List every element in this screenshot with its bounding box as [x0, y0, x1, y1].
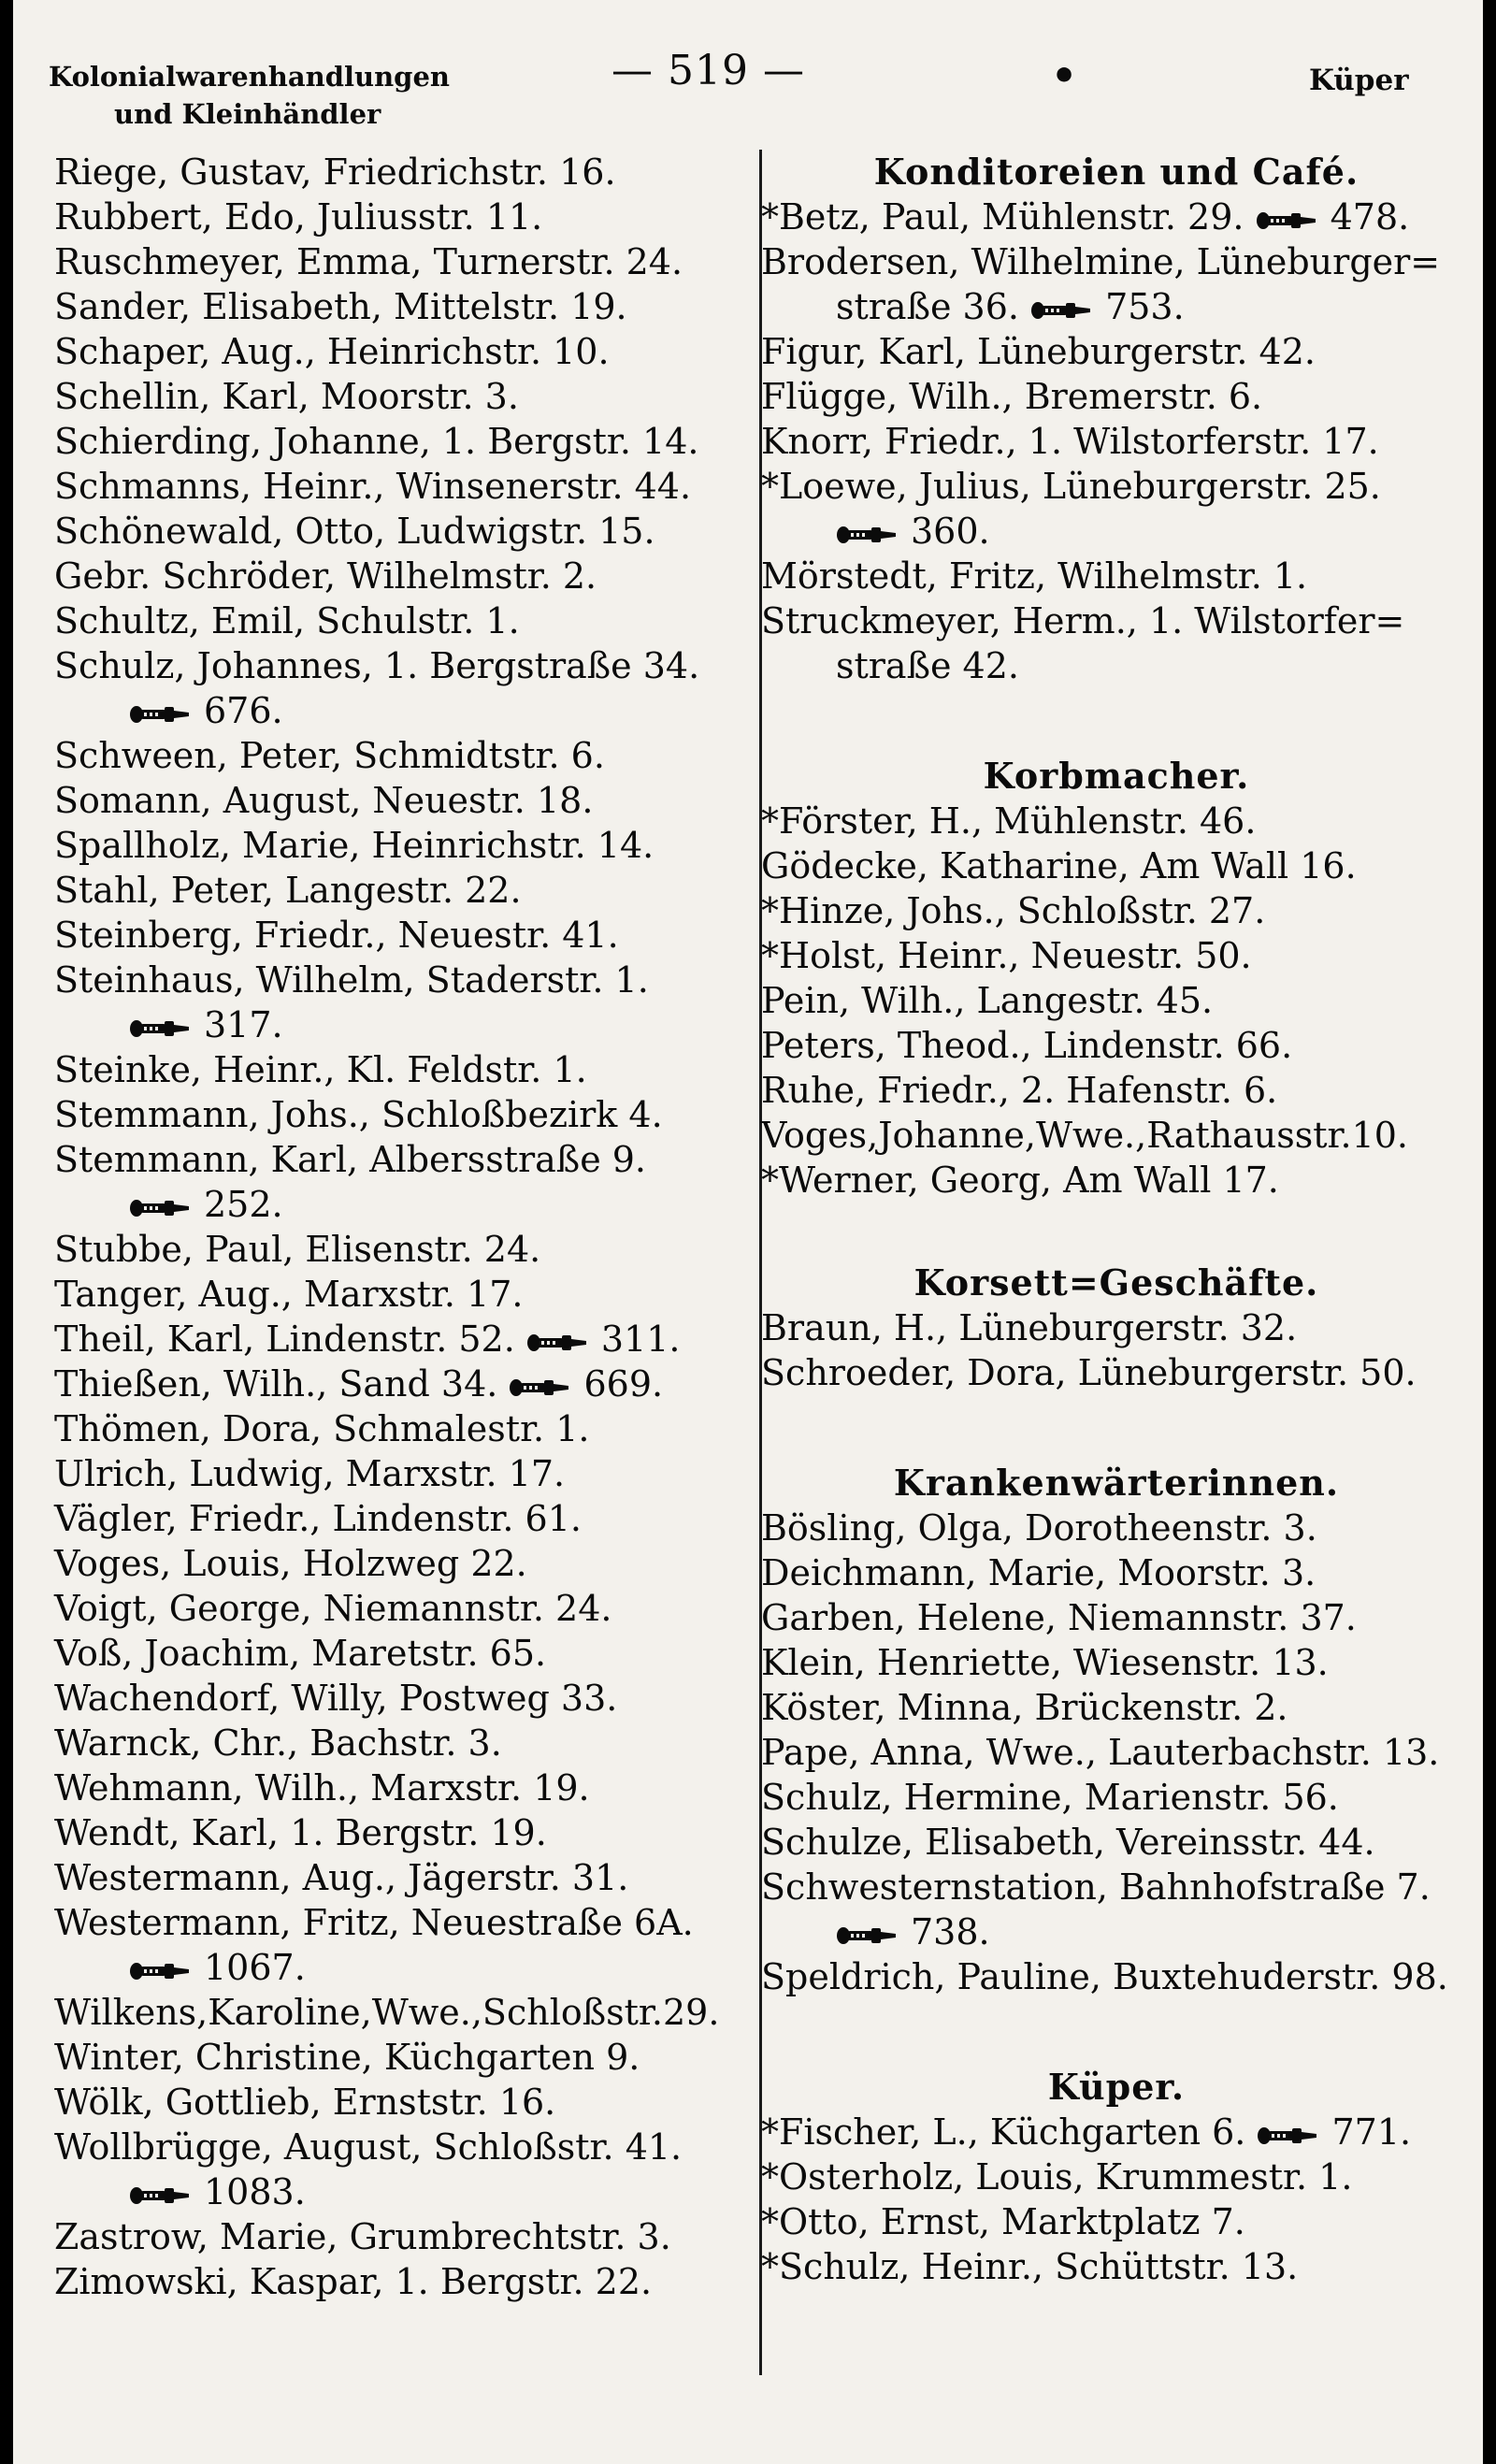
entry-text: Steinberg, Friedr., Neuestr. 41.	[54, 915, 619, 956]
entry-text: *Schulz, Heinr., Schüttstr. 13.	[761, 2246, 1299, 2287]
telephone-hand-icon	[1030, 300, 1092, 321]
directory-entry	[761, 1865, 1472, 1909]
entry-text: Ruschmeyer, Emma, Turnerstr. 24.	[54, 241, 683, 282]
directory-entry	[54, 1047, 755, 1092]
entry-text: Brodersen, Wilhelmine, Lüneburger=	[761, 241, 1441, 282]
directory-entry	[761, 464, 1472, 509]
telephone-hand-icon	[129, 1961, 191, 1981]
entry-text: Schwesternstation, Bahnhofstraße 7.	[761, 1866, 1431, 1908]
directory-entry	[761, 1113, 1472, 1158]
directory-entry	[54, 284, 755, 329]
entry-text: Schönewald, Otto, Ludwigstr. 15.	[54, 511, 655, 552]
left-column	[54, 150, 755, 2304]
directory-entry	[761, 195, 1472, 239]
entry-text: Zimowski, Kaspar, 1. Bergstr. 22.	[54, 2261, 653, 2302]
entry-text: Ruhe, Friedr., 2. Hafenstr. 6.	[761, 1070, 1278, 1111]
directory-entry	[761, 1550, 1472, 1595]
running-head-left	[49, 58, 450, 133]
telephone-hand-icon	[129, 2185, 191, 2206]
directory-entry	[761, 1685, 1472, 1730]
entry-text: *Fischer, L., Küchgarten 6.	[761, 2111, 1246, 2153]
directory-entry	[761, 1730, 1472, 1775]
directory-entry	[54, 1496, 755, 1541]
entry-text: Knorr, Friedr., 1. Wilstorferstr. 17.	[761, 421, 1379, 462]
entry-continuation	[54, 1945, 755, 1990]
telephone-hand-icon	[129, 1198, 191, 1218]
phone-number: 753.	[1105, 286, 1185, 327]
directory-entry	[54, 1272, 755, 1317]
entry-continuation	[761, 284, 1472, 329]
entry-text: *Betz, Paul, Mühlenstr. 29.	[761, 196, 1244, 238]
directory-entry	[761, 1640, 1472, 1685]
entry-text: Pein, Wilh., Langestr. 45.	[761, 980, 1214, 1021]
entry-text: Voß, Joachim, Maretstr. 65.	[54, 1633, 547, 1674]
entry-text: Schierding, Johanne, 1. Bergstr. 14.	[54, 421, 699, 462]
entry-text: Flügge, Wilh., Bremerstr. 6.	[761, 376, 1263, 417]
entry-text: Somann, August, Neuestr. 18.	[54, 780, 594, 821]
directory-entry	[761, 1350, 1472, 1395]
directory-entry	[761, 329, 1472, 374]
section-spacer	[761, 1203, 1472, 1261]
entry-text: Tanger, Aug., Marxstr. 17.	[54, 1274, 524, 1315]
directory-entry	[54, 1227, 755, 1272]
entry-text: Thömen, Dora, Schmalestr. 1.	[54, 1408, 590, 1449]
entry-text: Schellin, Karl, Moorstr. 3.	[54, 376, 519, 417]
directory-entry	[54, 1855, 755, 1900]
phone-number: 669.	[583, 1363, 664, 1405]
entry-text: Wachendorf, Willy, Postweg 33.	[54, 1678, 618, 1719]
directory-entry	[761, 1158, 1472, 1203]
directory-entry	[761, 598, 1472, 643]
directory-entry	[54, 195, 755, 239]
entry-text: Peters, Theod., Lindenstr. 66.	[761, 1025, 1293, 1066]
entry-text: Schultz, Emil, Schulstr. 1.	[54, 600, 520, 641]
directory-entry	[54, 913, 755, 958]
telephone-hand-icon	[129, 704, 191, 725]
entry-text: Stubbe, Paul, Elisenstr. 24.	[54, 1229, 541, 1270]
directory-entry	[761, 1506, 1472, 1550]
phone-number: 738.	[911, 1911, 990, 1952]
entry-text: Thießen, Wilh., Sand 34.	[54, 1363, 498, 1405]
section-title: Küper.	[1047, 2066, 1186, 2108]
ornament-dot: •	[1051, 52, 1078, 100]
directory-entry	[54, 1721, 755, 1765]
directory-entry	[761, 933, 1472, 978]
entry-text: *Werner, Georg, Am Wall 17.	[761, 1160, 1279, 1201]
directory-entry	[54, 1765, 755, 1810]
phone-number: 311.	[600, 1318, 681, 1360]
section-spacer	[761, 688, 1472, 754]
directory-entry	[761, 419, 1472, 464]
entry-text: *Förster, H., Mühlenstr. 46.	[761, 800, 1257, 842]
entry-text: Rubbert, Edo, Juliusstr. 11.	[54, 196, 543, 238]
entry-text: Klein, Henriette, Wiesenstr. 13.	[761, 1642, 1329, 1683]
phone-number: 771.	[1331, 2111, 1412, 2153]
entry-text: Wilkens,Karoline,Wwe.,Schloßstr.29.	[54, 1992, 720, 2033]
entry-text: Köster, Minna, Brückenstr. 2.	[761, 1687, 1288, 1728]
phone-number: 252.	[204, 1184, 283, 1225]
directory-entry	[54, 733, 755, 778]
phone-number: 317.	[204, 1004, 283, 1045]
directory-entry	[761, 1305, 1472, 1350]
entry-text: Westermann, Aug., Jägerstr. 31.	[54, 1857, 629, 1898]
telephone-hand-icon	[836, 1925, 898, 1946]
directory-entry	[54, 2125, 755, 2169]
entry-text: Schaper, Aug., Heinrichstr. 10.	[54, 331, 610, 372]
section-title: Konditoreien und Café.	[873, 151, 1359, 193]
entry-text: Riege, Gustav, Friedrichstr. 16.	[54, 151, 616, 193]
entry-text: Steinhaus, Wilhelm, Staderstr. 1.	[54, 959, 649, 1001]
entry-continuation	[54, 1182, 755, 1227]
section-spacer	[761, 1999, 1472, 2065]
entry-text: Gödecke, Katharine, Am Wall 16.	[761, 845, 1357, 886]
entry-text: Deichmann, Marie, Moorstr. 3.	[761, 1552, 1316, 1593]
entry-text: Westermann, Fritz, Neuestraße 6A.	[54, 1902, 694, 1943]
directory-entry	[54, 868, 755, 913]
directory-entry	[761, 374, 1472, 419]
entry-text: Wollbrügge, August, Schloßstr. 41.	[54, 2126, 683, 2168]
entry-text: Wölk, Gottlieb, Ernststr. 16.	[54, 2082, 556, 2123]
phone-number: 1083.	[204, 2171, 306, 2212]
directory-entry	[54, 374, 755, 419]
entry-continuation	[54, 1002, 755, 1047]
entry-text: Stemmann, Karl, Albersstraße 9.	[54, 1139, 647, 1180]
running-head-line2: und Kleinhändler	[114, 98, 381, 130]
directory-entry	[761, 843, 1472, 888]
phone-number: 1067.	[204, 1947, 306, 1988]
directory-entry	[54, 1631, 755, 1676]
directory-entry	[54, 2035, 755, 2080]
directory-entry	[54, 1810, 755, 1855]
telephone-hand-icon	[836, 525, 898, 545]
page-header	[13, 0, 1483, 150]
section-spacer	[761, 1395, 1472, 1461]
entry-text: Voges, Louis, Holzweg 22.	[54, 1543, 527, 1584]
page-number: — 519 —	[611, 47, 805, 94]
directory-entry	[54, 419, 755, 464]
entry-text: Schulz, Hermine, Marienstr. 56.	[761, 1777, 1339, 1818]
entry-text: Vägler, Friedr., Lindenstr. 61.	[54, 1498, 582, 1539]
directory-entry	[761, 1068, 1472, 1113]
entry-text: straße 42.	[836, 645, 1019, 686]
directory-entry	[761, 1954, 1472, 1999]
entry-text: Wendt, Karl, 1. Bergstr. 19.	[54, 1812, 547, 1853]
running-head-right: Küper	[1309, 64, 1409, 97]
entry-text: Warnck, Chr., Bachstr. 3.	[54, 1722, 502, 1764]
entry-text: Spallholz, Marie, Heinrichstr. 14.	[54, 825, 654, 866]
directory-entry	[54, 1541, 755, 1586]
directory-entry	[54, 1362, 755, 1406]
telephone-hand-icon	[1257, 2125, 1318, 2146]
entry-text: *Osterholz, Louis, Krummestr. 1.	[761, 2156, 1353, 2197]
entry-text: Ulrich, Ludwig, Marxstr. 17.	[54, 1453, 566, 1494]
entry-continuation	[54, 2169, 755, 2214]
directory-entry	[761, 2199, 1472, 2244]
directory-entry	[54, 1317, 755, 1362]
directory-entry	[761, 1820, 1472, 1865]
directory-entry	[761, 1595, 1472, 1640]
entry-text: Figur, Karl, Lüneburgerstr. 42.	[761, 331, 1316, 372]
telephone-hand-icon	[1256, 210, 1317, 231]
telephone-hand-icon	[526, 1333, 588, 1353]
directory-entry	[761, 2110, 1472, 2154]
directory-entry	[761, 1775, 1472, 1820]
directory-entry	[54, 778, 755, 823]
entry-text: Schween, Peter, Schmidtstr. 6.	[54, 735, 605, 776]
directory-entry	[54, 554, 755, 598]
running-head-line1: Kolonialwarenhandlungen	[49, 61, 450, 93]
entry-text: Bösling, Olga, Dorotheenstr. 3.	[761, 1507, 1317, 1549]
directory-entry	[761, 239, 1472, 284]
directory-entry	[54, 2214, 755, 2259]
entry-text: Schulze, Elisabeth, Vereinsstr. 44.	[761, 1822, 1375, 1863]
entry-text: Schmanns, Heinr., Winsenerstr. 44.	[54, 466, 692, 507]
entry-text: Struckmeyer, Herm., 1. Wilstorfer=	[761, 600, 1405, 641]
directory-entry	[761, 978, 1472, 1023]
directory-entry	[54, 643, 755, 688]
directory-entry	[761, 554, 1472, 598]
directory-entry	[54, 1990, 755, 2035]
entry-text: Voigt, George, Niemannstr. 24.	[54, 1588, 612, 1629]
phone-number: 478.	[1330, 196, 1410, 238]
entry-text: Braun, H., Lüneburgerstr. 32.	[761, 1307, 1298, 1348]
directory-entry	[761, 2154, 1472, 2199]
entry-text: Stemmann, Johs., Schloßbezirk 4.	[54, 1094, 663, 1135]
directory-entry	[54, 2259, 755, 2304]
telephone-hand-icon	[129, 1018, 191, 1039]
entry-text: Speldrich, Pauline, Buxtehuderstr. 98.	[761, 1956, 1448, 1997]
entry-text: Wehmann, Wilh., Marxstr. 19.	[54, 1767, 590, 1808]
entry-text: Garben, Helene, Niemannstr. 37.	[761, 1597, 1357, 1638]
entry-text: Steinke, Heinr., Kl. Feldstr. 1.	[54, 1049, 587, 1090]
entry-text: Gebr. Schröder, Wilhelmstr. 2.	[54, 555, 597, 597]
directory-entry	[54, 2080, 755, 2125]
directory-entry	[54, 1451, 755, 1496]
directory-entry	[54, 1676, 755, 1721]
section-title: Krankenwärterinnen.	[893, 1462, 1340, 1504]
directory-entry	[54, 509, 755, 554]
entry-text: Theil, Karl, Lindenstr. 52.	[54, 1318, 515, 1360]
directory-entry	[54, 958, 755, 1002]
directory-entry	[54, 1406, 755, 1451]
directory-entry	[54, 1586, 755, 1631]
entry-text: Sander, Elisabeth, Mittelstr. 19.	[54, 286, 627, 327]
entry-text: Winter, Christine, Küchgarten 9.	[54, 2037, 640, 2078]
directory-entry	[761, 799, 1472, 843]
entry-text: *Hinze, Johs., Schloßstr. 27.	[761, 890, 1266, 931]
entry-continuation	[761, 509, 1472, 554]
phone-number: 360.	[911, 511, 990, 552]
entry-text: Schroeder, Dora, Lüneburgerstr. 50.	[761, 1352, 1417, 1393]
directory-entry	[54, 329, 755, 374]
directory-entry	[761, 1023, 1472, 1068]
directory-entry	[54, 239, 755, 284]
entry-text: straße 36.	[836, 286, 1019, 327]
section-title: Korbmacher.	[983, 755, 1250, 797]
entry-text: *Loewe, Julius, Lüneburgerstr. 25.	[761, 466, 1381, 507]
entry-continuation	[761, 643, 1472, 688]
entry-text: Voges,Johanne,Wwe.,Rathausstr.10.	[761, 1115, 1408, 1156]
directory-entry	[54, 150, 755, 195]
section-title: Korsett=Geschäfte.	[913, 1261, 1319, 1304]
directory-entry	[761, 888, 1472, 933]
entry-text: *Otto, Ernst, Marktplatz 7.	[761, 2201, 1245, 2242]
telephone-hand-icon	[509, 1377, 570, 1398]
phone-number: 676.	[204, 690, 283, 731]
entry-text: *Holst, Heinr., Neuestr. 50.	[761, 935, 1252, 976]
directory-entry	[54, 598, 755, 643]
entry-text: Schulz, Johannes, 1. Bergstraße 34.	[54, 645, 700, 686]
directory-page	[13, 0, 1483, 2464]
right-column	[761, 150, 1472, 2289]
directory-entry	[54, 823, 755, 868]
directory-entry	[54, 1137, 755, 1182]
entry-text: Stahl, Peter, Langestr. 22.	[54, 870, 522, 911]
directory-entry	[54, 464, 755, 509]
directory-entry	[761, 2244, 1472, 2289]
directory-entry	[54, 1092, 755, 1137]
entry-text: Pape, Anna, Wwe., Lauterbachstr. 13.	[761, 1732, 1440, 1773]
directory-entry	[54, 1900, 755, 1945]
entry-continuation	[761, 1909, 1472, 1954]
entry-text: Mörstedt, Fritz, Wilhelmstr. 1.	[761, 555, 1308, 597]
entry-continuation	[54, 688, 755, 733]
entry-text: Zastrow, Marie, Grumbrechtstr. 3.	[54, 2216, 671, 2257]
